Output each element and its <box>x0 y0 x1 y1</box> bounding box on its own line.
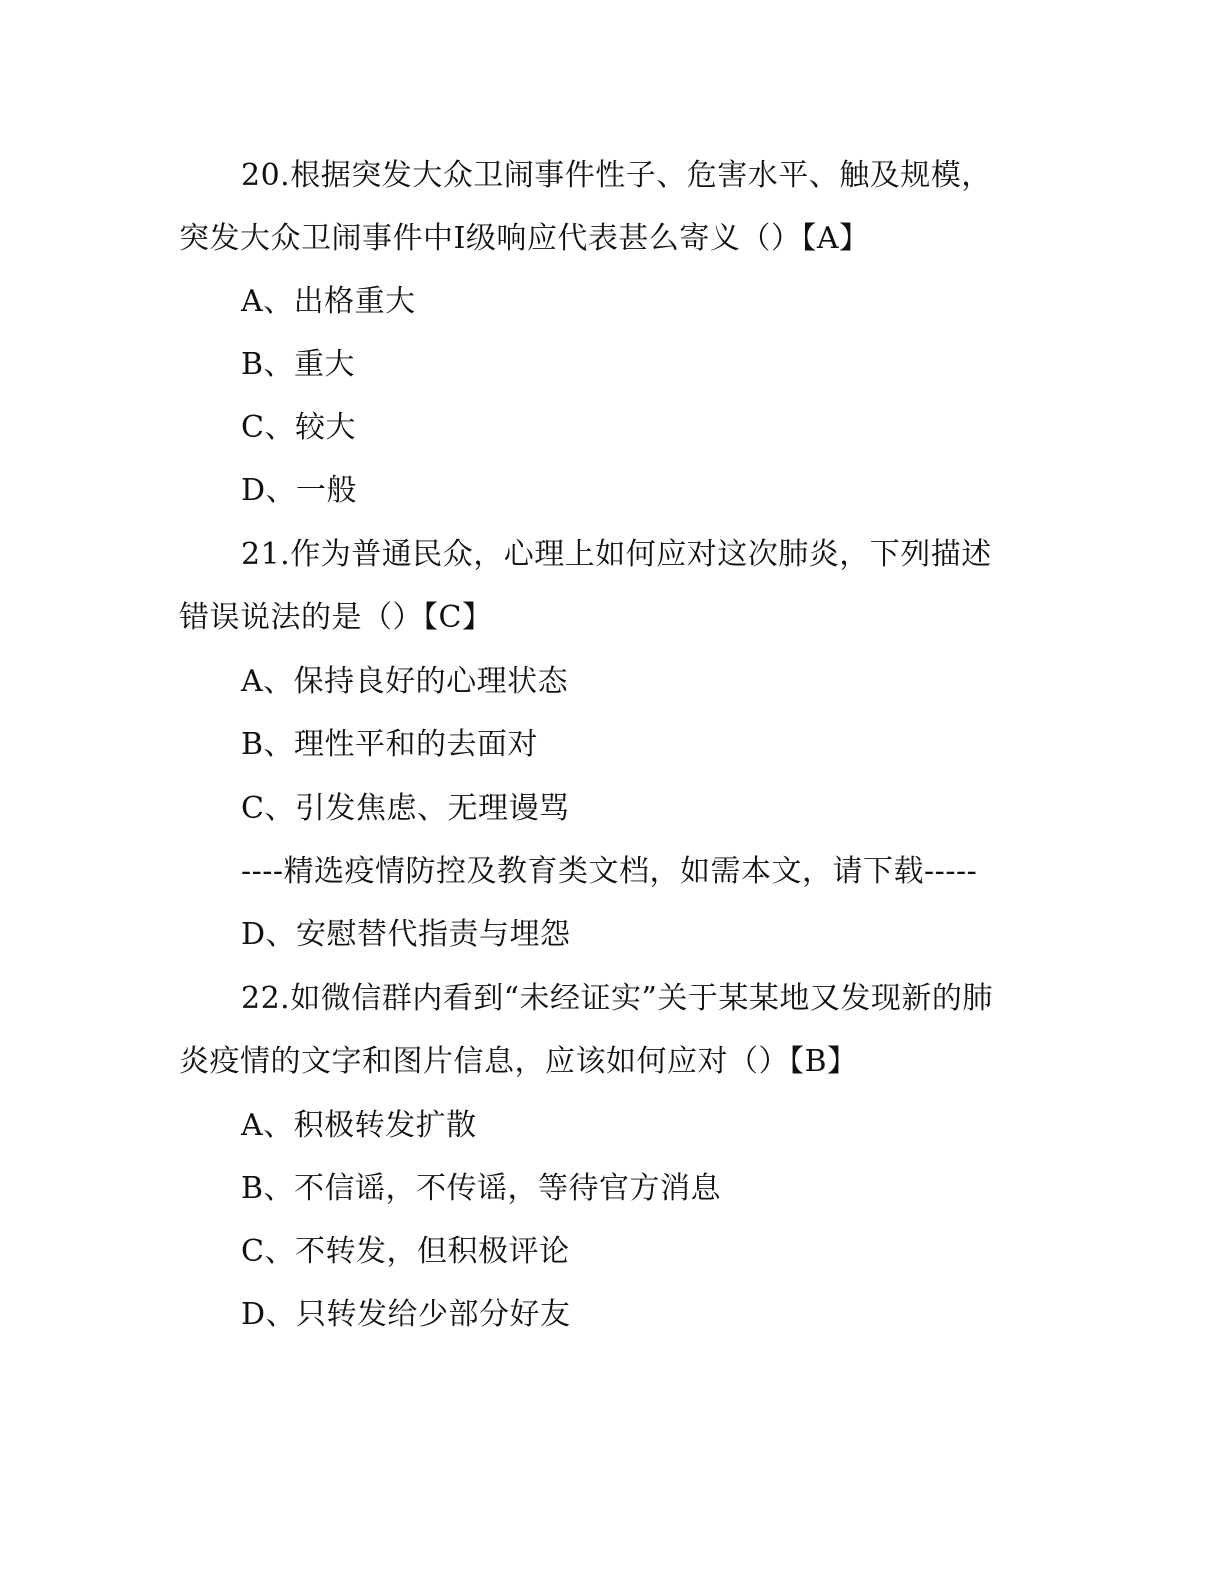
question-20-line-2: 突发大众卫闹事件中Ⅰ级响应代表甚么寄义（）【A】 <box>179 221 870 256</box>
question-22-option-c: C、不转发，但积极评论 <box>241 1234 570 1269</box>
question-20-option-a: A、出格重大 <box>241 284 416 319</box>
question-21-option-a: A、保持良好的心理状态 <box>241 664 569 699</box>
question-21-option-b: B、理性平和的去面对 <box>241 727 539 762</box>
question-22-option-d: D、只转发给少部分好友 <box>241 1297 571 1332</box>
question-20-option-d: D、一般 <box>241 473 358 508</box>
download-banner: ----精选疫情防控及教育类文档，如需本文，请下载----- <box>241 854 978 889</box>
question-20-line-1: 20.根据突发大众卫闹事件性子、危害水平、触及规模， <box>241 158 992 193</box>
question-21-option-d: D、安慰替代指责与埋怨 <box>241 917 571 952</box>
question-21-line-1: 21.作为普通民众，心理上如何应对这次肺炎，下列描述 <box>241 537 992 572</box>
question-21-line-2: 错误说法的是（）【C】 <box>179 600 493 635</box>
question-22-option-b: B、不信谣，不传谣，等待官方消息 <box>241 1171 722 1206</box>
question-22-option-a: A、积极转发扩散 <box>241 1108 477 1143</box>
question-21-option-c: C、引发焦虑、无理谩骂 <box>241 791 570 826</box>
question-22-line-2: 炎疫情的文字和图片信息，应该如何应对（）【B】 <box>179 1044 858 1079</box>
question-20-option-c: C、较大 <box>241 410 356 445</box>
question-20-option-b: B、重大 <box>241 347 356 382</box>
question-22-line-1: 22.如微信群内看到“未经证实”关于某某地又发现新的肺 <box>241 981 993 1016</box>
